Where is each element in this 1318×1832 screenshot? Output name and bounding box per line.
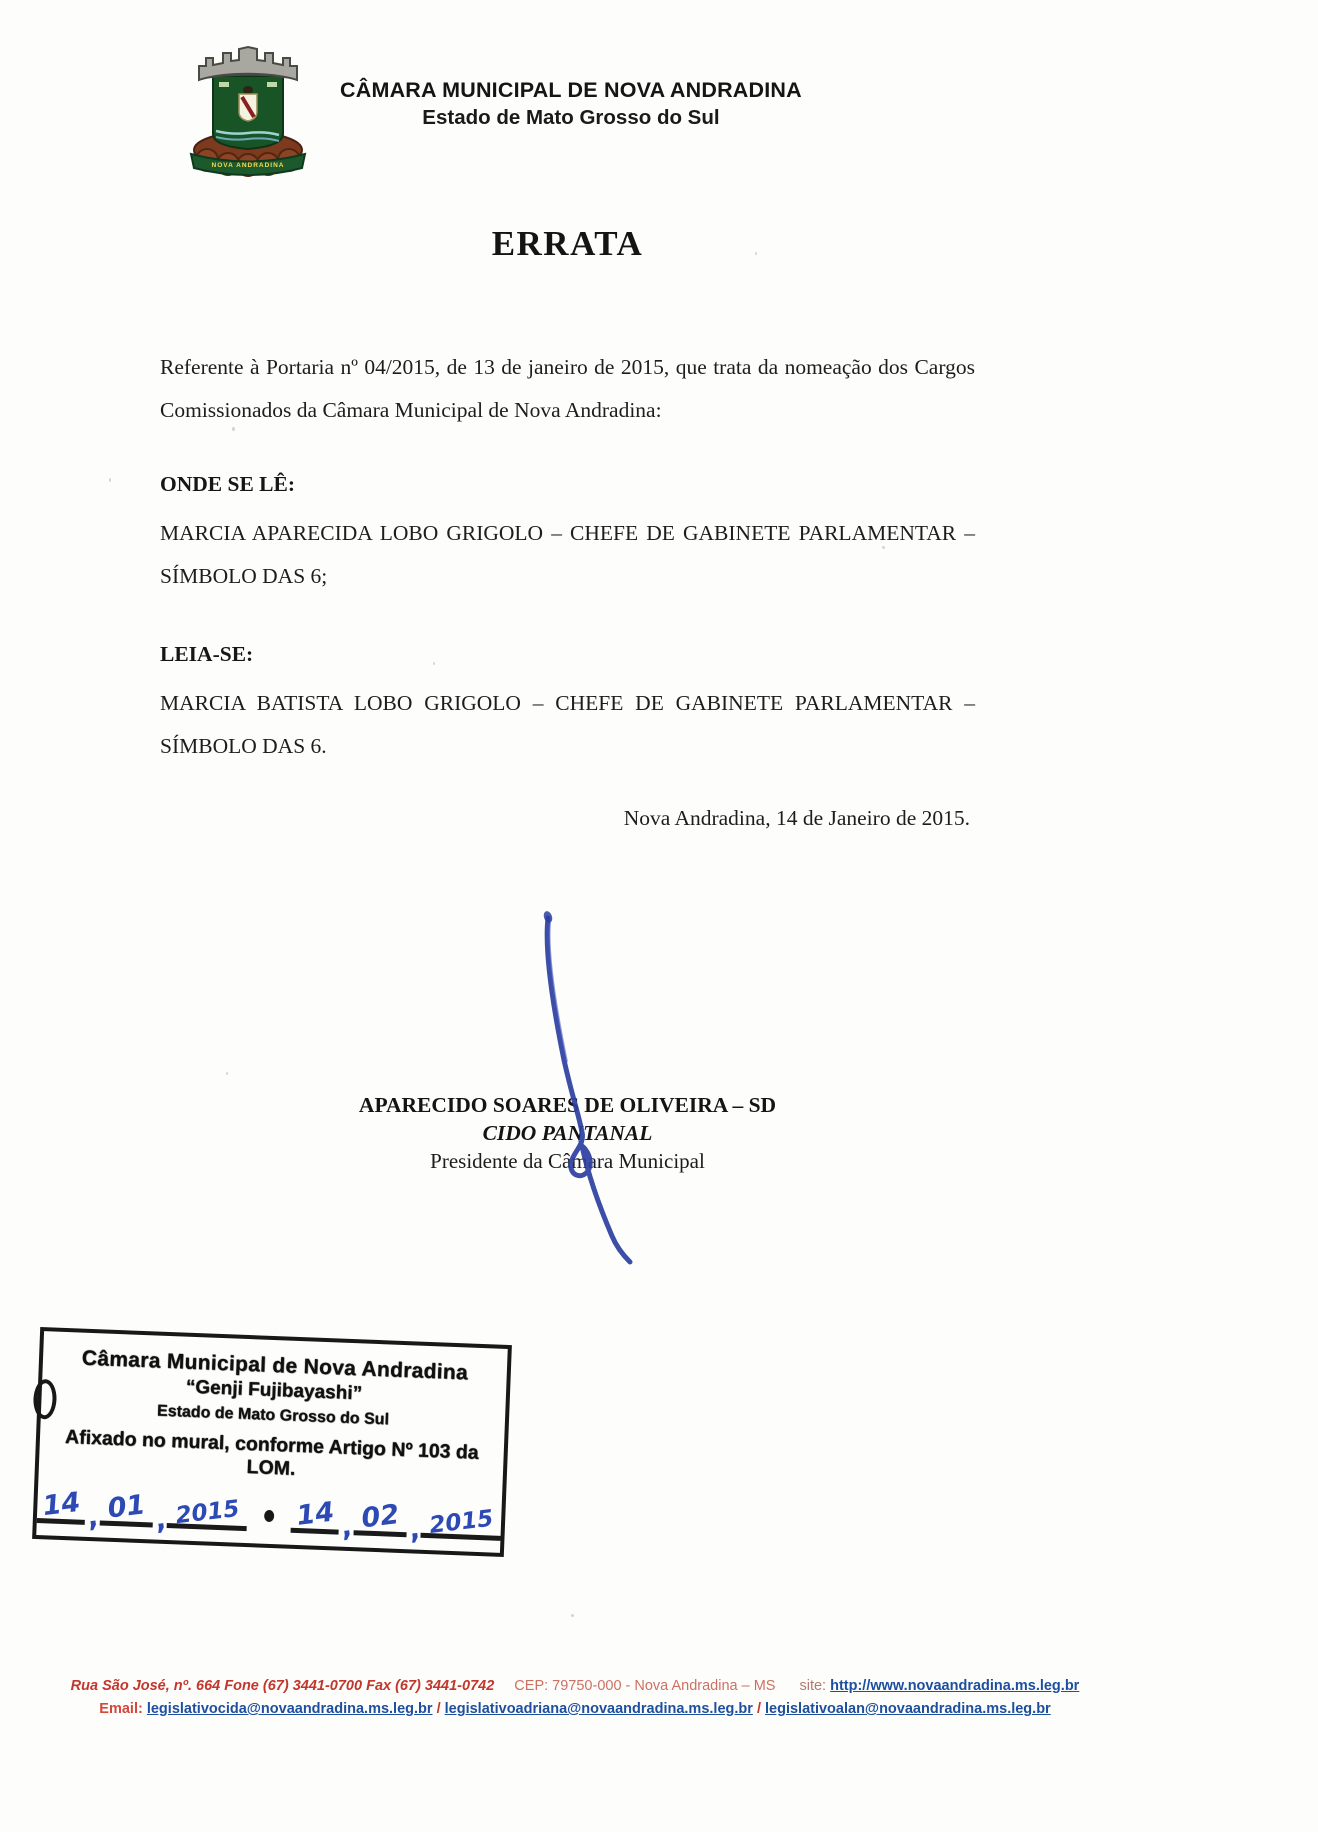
handwritten-comma: ,: [406, 1511, 422, 1547]
stamp-dot-separator: [264, 1510, 274, 1522]
handwritten-comma: ,: [84, 1499, 100, 1534]
handwritten-day: 14: [295, 1496, 337, 1532]
where-reads-text: MARCIA APARECIDA LOBO GRIGOLO – CHEFE DE GABINETE PARLAMENTAR – SÍMBOLO DAS 6;: [160, 521, 975, 588]
stamp-date2-month-field: [353, 1498, 407, 1537]
coat-of-arms-logo: [178, 36, 318, 178]
footer-email-line: [40, 1701, 1110, 1717]
dateline: Nova Andradina, 14 de Janeiro de 2015.: [623, 806, 970, 830]
scan-speck: [109, 478, 111, 482]
handwritten-year: 2015: [428, 1505, 495, 1540]
footer-site-label: site:: [799, 1678, 827, 1694]
stamp-state-line: Estado de Mato Grosso do Sul: [156, 1402, 390, 1429]
footer-address-line: [40, 1678, 1110, 1694]
footer-address: Rua São José, nº. 664 Fone (67) 3441-0700 Fax (67) 3441-0742: [70, 1678, 495, 1694]
handwritten-month: 01: [106, 1489, 148, 1525]
stamp-date2-year-field: [421, 1506, 502, 1541]
intro-paragraph: Referente à Portaria nº 04/2015, de 13 de janeiro de 2015, que trata da nomeação dos Cargos Comissionados da Câmara Municipal de Nova Andradina:: [160, 355, 975, 422]
scan-speck: [571, 1614, 574, 1617]
handwritten-day: 14: [41, 1486, 83, 1523]
scan-speck: [226, 1072, 228, 1075]
org-title-block: [340, 78, 802, 130]
signature-ink: [498, 896, 698, 1286]
coa-crown: [199, 47, 297, 80]
footer-email-link-1[interactable]: legislativocida@novaandradina.ms.leg.br: [146, 1701, 433, 1717]
handwritten-comma: ,: [152, 1502, 168, 1537]
handwritten-month: 02: [360, 1499, 402, 1535]
stamp-notice-line: Afixado no mural, conforme Artigo Nº 103 da LOM.: [64, 1426, 480, 1480]
handwritten-comma: ,: [338, 1509, 354, 1544]
stamp-building-name: “Genji Fujibayashi”: [185, 1376, 363, 1405]
coa-shield: [213, 76, 283, 149]
document-title: ERRATA: [491, 224, 644, 263]
footer-cep: CEP: 79750-000 - Nova Andradina – MS: [514, 1678, 776, 1694]
document-footer: [40, 1678, 1110, 1717]
signature-block: [160, 1092, 975, 1175]
stamp-date1-year-field: [167, 1496, 248, 1531]
stamp-date2-day-field: [291, 1496, 340, 1535]
scan-speck: [433, 662, 435, 665]
stamp-date1-month-field: [99, 1488, 153, 1527]
stamp-org-line: Câmara Municipal de Nova Andradina: [81, 1346, 469, 1385]
signatory-name: APARECIDO SOARES DE OLIVEIRA – SD: [358, 1093, 777, 1117]
signature-stroke-shade: [549, 922, 567, 1062]
org-name: CÂMARA MUNICIPAL DE NOVA ANDRADINA: [340, 78, 802, 102]
where-reads-label: ONDE SE LÊ:: [160, 472, 296, 496]
stamp-date1-day-field: [37, 1486, 86, 1525]
signatory-nickname: CIDO PANTANAL: [482, 1120, 653, 1145]
coa-banner-text: NOVA ANDRADINA: [211, 162, 285, 169]
protocol-stamp: [32, 1327, 512, 1557]
footer-email-separator: /: [436, 1701, 445, 1717]
handwritten-year: 2015: [174, 1495, 242, 1530]
footer-email-label: Email:: [99, 1701, 143, 1717]
org-state: Estado de Mato Grosso do Sul: [422, 106, 720, 129]
footer-site-link[interactable]: http://www.novaandradina.ms.leg.br: [830, 1678, 1080, 1694]
signatory-role: Presidente da Câmara Municipal: [430, 1148, 705, 1173]
signature-stroke: [547, 918, 630, 1262]
footer-email-link-3[interactable]: legislativoalan@novaandradina.ms.leg.br: [765, 1701, 1051, 1717]
document-header: [178, 36, 802, 178]
read-as-text: MARCIA BATISTA LOBO GRIGOLO – CHEFE DE GABINETE PARLAMENTAR – SÍMBOLO DAS 6.: [160, 691, 975, 758]
footer-email-link-2[interactable]: legislativoadriana@novaandradina.ms.leg.br: [444, 1701, 753, 1717]
read-as-label: LEIA-SE:: [160, 642, 254, 666]
footer-email-separator: /: [756, 1701, 761, 1717]
